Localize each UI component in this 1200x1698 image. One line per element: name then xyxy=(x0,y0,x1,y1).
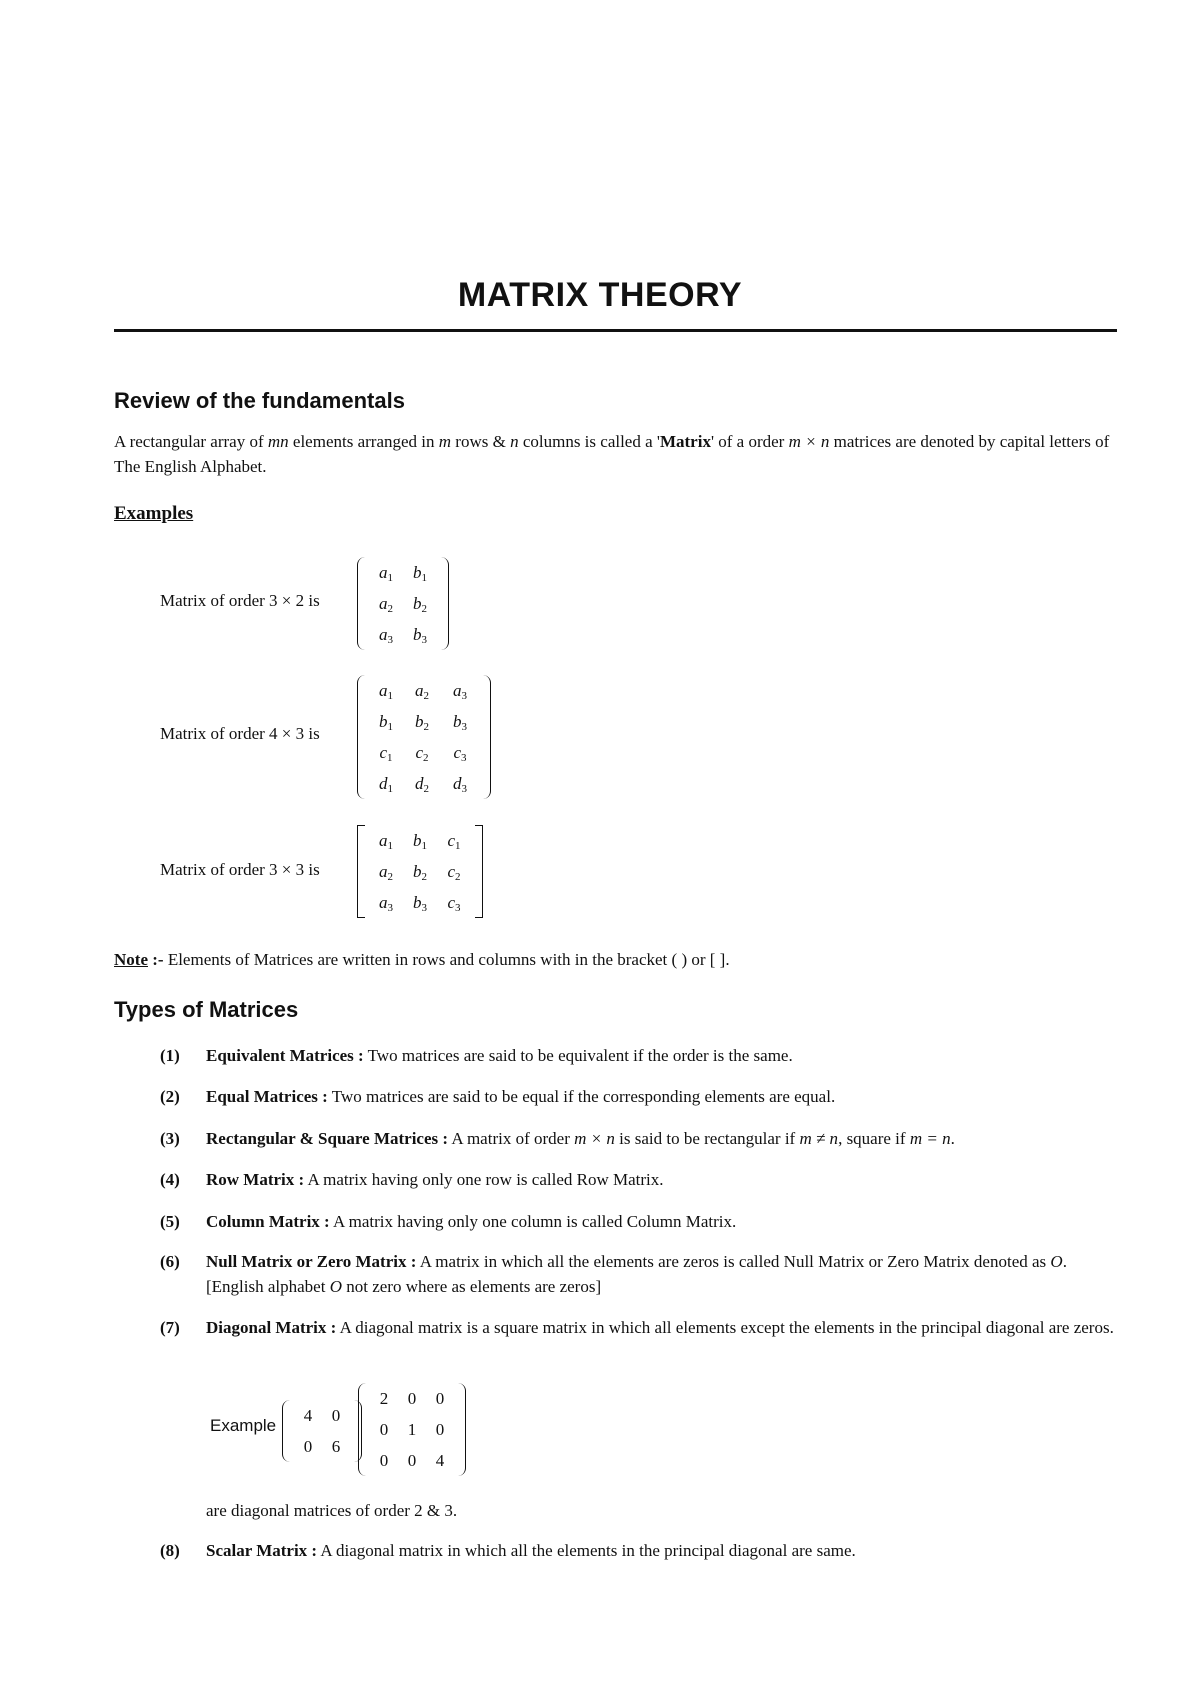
list-item xyxy=(160,1084,1120,1109)
item-text: A matrix in which all the elements are zeros is called Null Matrix or Zero Matrix denoted as xyxy=(416,1252,1051,1271)
matrix3-grid xyxy=(365,825,475,918)
item-number: (7) xyxy=(160,1318,180,1337)
cell-subscript: 1 xyxy=(387,690,393,702)
matrix-cell xyxy=(369,887,403,918)
matrix-cell xyxy=(403,856,437,887)
item-term: Diagonal Matrix : xyxy=(206,1318,337,1337)
diag-matrix-2-grid xyxy=(290,1400,354,1462)
cell-subscript: 1 xyxy=(387,721,393,733)
list-item xyxy=(160,1315,1120,1340)
cell-subscript: 2 xyxy=(423,783,429,795)
diag-matrix-2 xyxy=(282,1400,362,1462)
list-item xyxy=(160,1209,1120,1234)
matrix-cell xyxy=(369,856,403,887)
matrix-cell: 4 xyxy=(435,1451,445,1470)
matrix-cell xyxy=(369,737,403,768)
cell-variable: a xyxy=(379,893,388,912)
cell-variable: c xyxy=(415,743,424,762)
item-text: A matrix having only one column is called Column Matrix. xyxy=(329,1212,737,1231)
diag-example-label: Example xyxy=(210,1416,277,1435)
diag-matrix-3 xyxy=(358,1383,466,1476)
cell-variable: a xyxy=(379,594,388,613)
cell-variable: d xyxy=(415,774,424,793)
note-label: Note xyxy=(114,950,148,969)
cell-subscript: 3 xyxy=(387,634,393,646)
item-term: Equivalent Matrices : xyxy=(206,1046,364,1065)
cell-variable: d xyxy=(453,774,462,793)
item-text: not zero where as elements are zeros] xyxy=(341,1277,602,1296)
matrix-cell: 0 xyxy=(407,1451,417,1470)
matrix-cell: 2 xyxy=(379,1389,389,1408)
matrix-cell: 0 xyxy=(435,1420,445,1439)
list-item xyxy=(160,1249,1120,1299)
cell-subscript: 1 xyxy=(387,840,393,852)
matrix-cell xyxy=(403,825,437,856)
matrix-cell: 6 xyxy=(331,1437,341,1456)
matrix-cell xyxy=(403,768,441,799)
cell-variable: a xyxy=(453,681,462,700)
item-symbol: O xyxy=(1050,1252,1063,1271)
cell-variable: b xyxy=(415,712,424,731)
matrix-cell: 0 xyxy=(379,1420,389,1439)
review-order: m × n xyxy=(788,432,830,451)
cell-variable: a xyxy=(379,862,388,881)
list-item xyxy=(160,1043,1120,1068)
cell-subscript: 3 xyxy=(421,634,427,646)
cell-subscript: 3 xyxy=(461,783,467,795)
matrix-cell xyxy=(437,825,471,856)
matrix-cell xyxy=(403,737,441,768)
cell-variable: a xyxy=(379,831,388,850)
cell-variable: a xyxy=(379,681,388,700)
cell-variable: c xyxy=(447,831,456,850)
diag-matrix-3-right-paren xyxy=(458,1383,466,1476)
cell-subscript: 3 xyxy=(387,902,393,914)
cell-variable: b xyxy=(413,625,422,644)
item-text: . [English alphabet xyxy=(206,1252,1067,1296)
cell-subscript: 2 xyxy=(423,690,429,702)
matrix-cell xyxy=(369,675,403,706)
cell-variable: a xyxy=(379,625,388,644)
cell-variable: b xyxy=(413,594,422,613)
cell-subscript: 2 xyxy=(423,721,429,733)
item-text: . xyxy=(950,1129,955,1148)
matrix-cell xyxy=(441,675,479,706)
note-separator: :- xyxy=(147,950,164,969)
item-text: , square if xyxy=(838,1129,910,1148)
matrix-cell: 0 xyxy=(331,1406,341,1425)
item-number: (5) xyxy=(160,1212,180,1231)
cell-subscript: 1 xyxy=(421,572,427,584)
cell-variable: b xyxy=(379,712,388,731)
cell-variable: a xyxy=(379,563,388,582)
cell-subscript: 3 xyxy=(461,721,467,733)
cell-variable: c xyxy=(447,862,456,881)
cell-variable: b xyxy=(453,712,462,731)
cell-subscript: 3 xyxy=(461,752,467,764)
review-text: matrices are denoted by capital letters of The English Alphabet. xyxy=(114,432,1110,476)
diag-matrix-2-left-paren xyxy=(282,1400,290,1462)
matrix1-right-paren xyxy=(441,557,449,650)
item-term: Null Matrix or Zero Matrix : xyxy=(206,1252,417,1271)
matrix-cell xyxy=(441,737,479,768)
matrix-cell: 0 xyxy=(407,1389,417,1408)
matrix2-grid xyxy=(365,675,483,799)
matrix-cell: 0 xyxy=(379,1451,389,1470)
cell-variable: c xyxy=(379,743,388,762)
review-text: columns is called a ' xyxy=(518,432,660,451)
title-rule xyxy=(114,329,1117,332)
item-text: A matrix of order xyxy=(448,1129,575,1148)
item-number: (4) xyxy=(160,1170,180,1189)
page-title: MATRIX THEORY xyxy=(457,276,743,314)
matrix-cell xyxy=(369,557,403,588)
matrix-cell xyxy=(403,706,441,737)
matrix-cell xyxy=(369,706,403,737)
cell-variable: b xyxy=(413,563,422,582)
item-term: Column Matrix : xyxy=(206,1212,330,1231)
review-var-n: n xyxy=(510,432,519,451)
matrix-cell xyxy=(369,768,403,799)
review-text: elements arranged in xyxy=(288,432,439,451)
matrix3-left-bracket xyxy=(357,825,365,918)
item-number: (2) xyxy=(160,1087,180,1106)
matrix-cell xyxy=(441,706,479,737)
cell-subscript: 1 xyxy=(455,840,461,852)
matrix-cell xyxy=(437,887,471,918)
cell-subscript: 2 xyxy=(421,871,427,883)
cell-variable: b xyxy=(413,893,422,912)
item-number: (1) xyxy=(160,1046,180,1065)
cell-subscript: 2 xyxy=(387,603,393,615)
item-number: (6) xyxy=(160,1252,180,1271)
cell-subscript: 3 xyxy=(461,690,467,702)
cell-variable: c xyxy=(453,743,462,762)
matrix-cell: 0 xyxy=(435,1389,445,1408)
diag-example-caption: are diagonal matrices of order 2 & 3. xyxy=(206,1501,458,1520)
cell-variable: b xyxy=(413,831,422,850)
matrix3-label: Matrix of order 3 × 3 is xyxy=(160,860,320,879)
review-heading: Review of the fundamentals xyxy=(114,388,405,413)
item-condition: m = n xyxy=(909,1129,951,1148)
item-term: Scalar Matrix : xyxy=(206,1541,318,1560)
cell-subscript: 1 xyxy=(421,840,427,852)
cell-subscript: 2 xyxy=(455,871,461,883)
review-matrix-word: Matrix xyxy=(659,432,711,451)
matrix3 xyxy=(357,825,483,918)
matrix-cell xyxy=(403,675,441,706)
cell-subscript: 3 xyxy=(421,902,427,914)
review-text: rows & xyxy=(451,432,511,451)
cell-subscript: 1 xyxy=(387,752,393,764)
note xyxy=(114,947,1119,972)
matrix-cell xyxy=(369,825,403,856)
item-text: Two matrices are said to be equal if the corresponding elements are equal. xyxy=(327,1087,836,1106)
diag-matrix-3-grid xyxy=(366,1383,458,1476)
matrix2 xyxy=(357,675,491,799)
matrix-cell: 1 xyxy=(407,1420,417,1439)
item-text: A diagonal matrix is a square matrix in which all elements except the elements in the principal diagonal are zeros. xyxy=(336,1318,1114,1337)
matrix2-label: Matrix of order 4 × 3 is xyxy=(160,724,320,743)
cell-variable: c xyxy=(447,893,456,912)
list-item xyxy=(160,1167,1120,1192)
review-paragraph xyxy=(114,429,1119,479)
item-number: (3) xyxy=(160,1129,180,1148)
matrix-cell xyxy=(403,619,437,650)
item-text: is said to be rectangular if xyxy=(614,1129,800,1148)
item-term: Rectangular & Square Matrices : xyxy=(206,1129,449,1148)
diag-matrix-3-left-paren xyxy=(358,1383,366,1476)
matrix1 xyxy=(357,557,449,650)
item-term: Equal Matrices : xyxy=(206,1087,328,1106)
note-text: Elements of Matrices are written in rows and columns with in the bracket ( ) or [ ]. xyxy=(163,950,730,969)
matrix-cell xyxy=(369,588,403,619)
matrix-cell xyxy=(403,887,437,918)
item-text: A diagonal matrix in which all the elements in the principal diagonal are same. xyxy=(317,1541,856,1560)
item-term: Row Matrix : xyxy=(206,1170,305,1189)
cell-subscript: 2 xyxy=(421,603,427,615)
cell-subscript: 1 xyxy=(387,783,393,795)
review-var-mn: mn xyxy=(267,432,289,451)
matrix3-right-bracket xyxy=(475,825,483,918)
item-symbol: O xyxy=(329,1277,342,1296)
matrix2-right-paren xyxy=(483,675,491,799)
matrix1-grid xyxy=(365,557,441,650)
matrix-cell xyxy=(437,856,471,887)
item-text: A matrix having only one row is called Row Matrix. xyxy=(304,1170,664,1189)
matrix-cell xyxy=(441,768,479,799)
cell-subscript: 3 xyxy=(455,902,461,914)
cell-subscript: 1 xyxy=(387,572,393,584)
matrix-cell: 0 xyxy=(303,1437,313,1456)
cell-variable: a xyxy=(415,681,424,700)
types-heading: Types of Matrices xyxy=(114,997,299,1022)
review-text: A rectangular array of xyxy=(114,432,268,451)
review-text: ' of a order xyxy=(710,432,789,451)
item-number: (8) xyxy=(160,1541,180,1560)
cell-subscript: 2 xyxy=(423,752,429,764)
item-condition: m ≠ n xyxy=(799,1129,839,1148)
matrix2-left-paren xyxy=(357,675,365,799)
matrix1-left-paren xyxy=(357,557,365,650)
matrix-cell xyxy=(403,557,437,588)
matrix-cell: 4 xyxy=(303,1406,313,1425)
matrix-cell xyxy=(369,619,403,650)
cell-subscript: 2 xyxy=(387,871,393,883)
review-var-m: m xyxy=(438,432,452,451)
examples-heading: Examples xyxy=(114,503,194,524)
item-order: m × n xyxy=(574,1129,615,1148)
matrix1-label: Matrix of order 3 × 2 is xyxy=(160,591,320,610)
item-text: Two matrices are said to be equivalent if the order is the same. xyxy=(363,1046,793,1065)
list-item xyxy=(160,1538,1120,1563)
matrix-cell xyxy=(403,588,437,619)
cell-variable: b xyxy=(413,862,422,881)
cell-variable: d xyxy=(379,774,388,793)
list-item xyxy=(160,1126,1120,1151)
